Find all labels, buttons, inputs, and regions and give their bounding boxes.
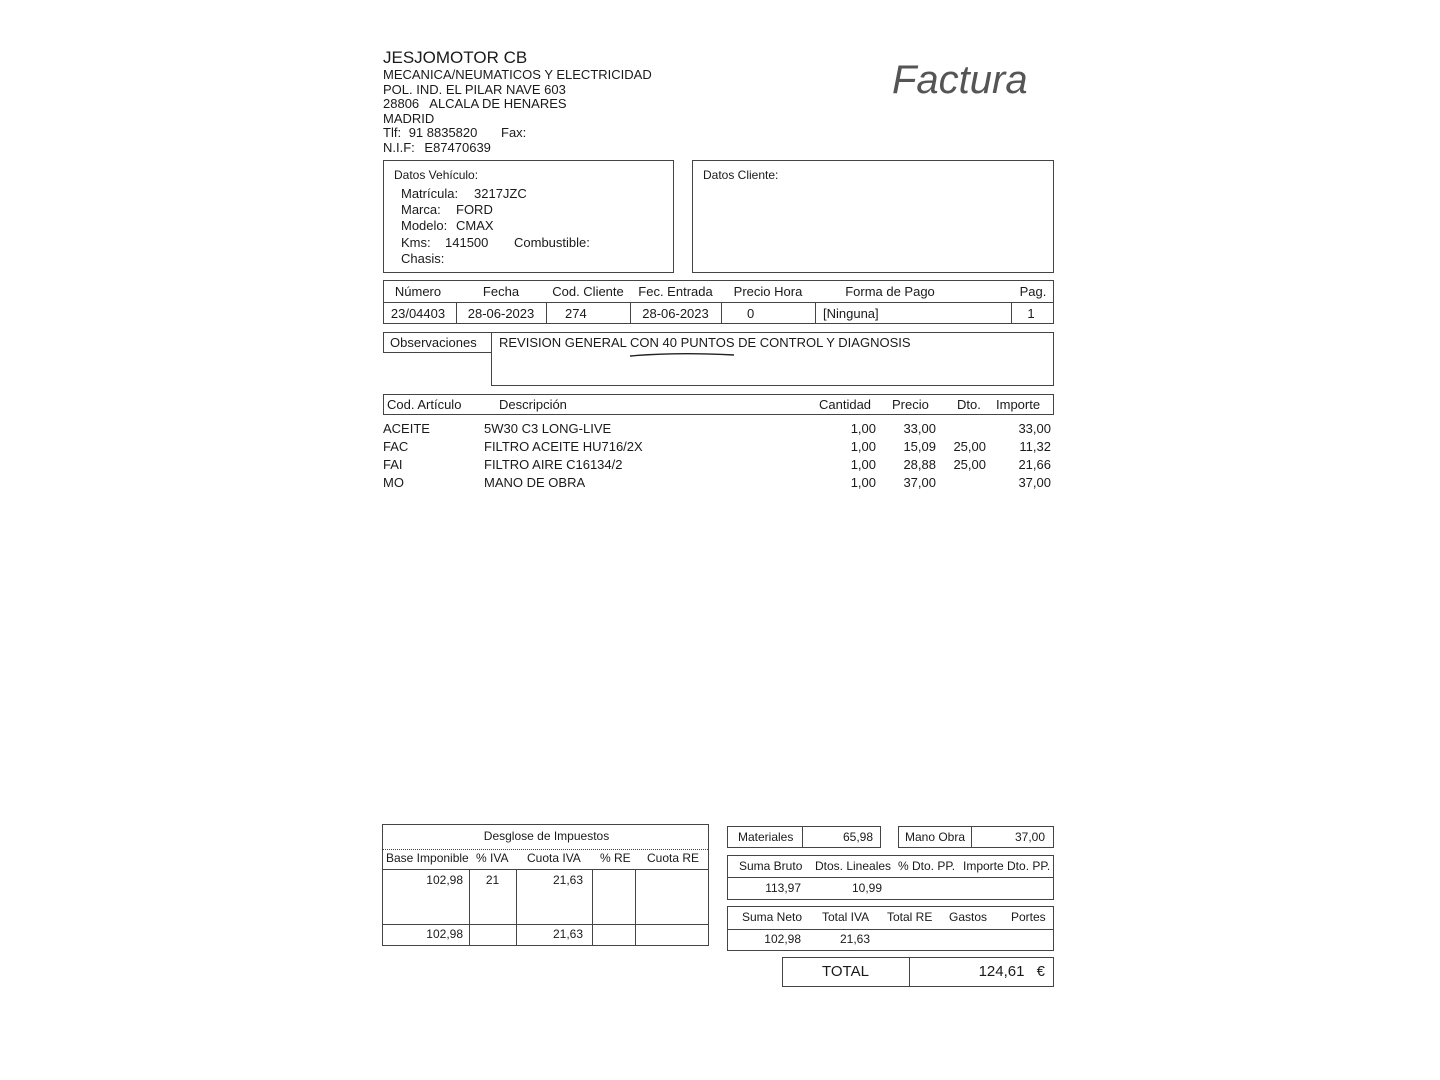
cod-cliente-value: 274 [565,306,587,321]
tax-base-total: 102,98 [426,927,463,941]
tax-col-base: Base Imponible [386,851,469,865]
company-name: JESJOMOTOR CB [383,48,528,67]
importe-dto-pp-label: Importe Dto. PP. [963,859,1051,873]
suma-bruto-label: Suma Bruto [739,859,803,873]
matricula-value: 3217JZC [474,186,527,201]
portes-label: Portes [1011,910,1046,924]
company-nif-row [383,141,652,156]
phone-value: 91 8835820 [408,125,478,141]
item-qty: 1,00 [850,439,876,454]
tax-col-cuota-re: Cuota RE [647,851,700,865]
item-qty: 1,00 [850,475,876,490]
tax-title-divider [383,849,708,850]
tax-cuota-iva-total: 21,63 [552,927,583,941]
table-row [383,475,1054,493]
items-col-dto: Dto. [957,397,981,412]
neto-box [727,906,1054,951]
table-row [383,421,1054,439]
total-iva-label: Total IVA [822,910,870,924]
item-code: FAC [383,439,409,454]
nif-label: N.I.F: [383,139,415,155]
total-box [782,957,1054,987]
total-iva-value: 21,63 [839,932,870,946]
tax-breakdown-title: Desglose de Impuestos [483,829,610,843]
company-block [383,48,652,156]
kms-value: 141500 [445,235,489,250]
item-qty: 1,00 [850,457,876,472]
suma-neto-value: 102,98 [764,932,801,946]
tax-col-line [635,924,636,946]
numero-value: 23/04403 [390,306,446,321]
item-amount: 11,32 [1019,439,1051,454]
bruto-divider [728,877,1053,878]
item-desc: MANO DE OBRA [484,475,586,490]
dtos-lineales-value: 10,99 [851,881,882,895]
tax-col-re: % RE [600,851,631,865]
tax-breakdown-box [382,824,709,946]
matricula-label: Matrícula: [401,186,459,201]
table-row [383,457,1054,475]
client-heading: Datos Cliente: [703,168,779,182]
item-desc: 5W30 C3 LONG-LIVE [484,421,612,436]
doc-title: Factura [892,58,1028,102]
item-amount: 37,00 [1018,475,1051,490]
observations-box [491,332,1054,386]
materiales-value: 65,98 [842,830,873,844]
marca-value: FORD [456,202,493,217]
gastos-label: Gastos [949,910,988,924]
company-province: MADRID [383,110,435,126]
items-header [383,394,1054,415]
item-code: FAI [383,457,403,472]
tax-col-cuota-iva: Cuota IVA [527,851,581,865]
forma-pago-value: [Ninguna] [823,306,879,321]
total-value-wrap [909,963,1045,980]
col-divider [546,302,547,323]
items-col-qty: Cantidad [819,397,872,412]
fecha-label: Fecha [482,284,520,299]
pag-label: Pag. [1019,284,1047,299]
tax-iva-value: 21 [485,873,500,887]
client-box [692,160,1054,273]
tax-col-line [469,924,470,946]
chasis-label: Chasis: [401,251,445,266]
modelo-label: Modelo: [401,218,448,233]
company-phone-row [383,126,652,141]
precio-hora-label: Precio Hora [733,284,803,299]
tax-col-iva: % IVA [476,851,509,865]
neto-divider [728,929,1053,930]
items-col-price: Precio [892,397,929,412]
fec-entrada-value: 28-06-2023 [642,306,709,321]
mano-obra-value: 37,00 [1014,830,1045,844]
table-row [383,439,1054,457]
forma-pago-label: Forma de Pago [845,284,935,299]
currency-symbol: € [1036,963,1045,980]
observations-label-box [383,332,492,353]
observations-text: REVISION GENERAL CON 40 PUNTOS DE CONTROL Y DIAGNOSIS [499,335,911,350]
items-col-amount: Importe [996,397,1041,412]
items-col-code: Cod. Artículo [387,397,462,412]
item-amount: 21,66 [1018,457,1051,472]
numero-label: Número [394,284,442,299]
dtos-lineales-label: Dtos. Lineales [815,859,892,873]
phone-label: Tlf: [383,125,402,141]
precio-hora-value: 0 [747,306,755,321]
mano-obra-label: Mano Obra [905,830,966,844]
col-divider [815,302,816,323]
item-dto: 25,00 [953,457,986,472]
nif-value: E87470639 [424,139,491,155]
items-col-desc: Descripción [499,397,567,412]
suma-bruto-value: 113,97 [765,881,801,895]
company-address: POL. IND. EL PILAR NAVE 603 [383,81,566,97]
tax-col-line [592,869,593,924]
modelo-value: CMAX [456,218,494,233]
total-value: 124,61 [978,963,1025,980]
tax-col-line [592,924,593,946]
fec-entrada-label: Fec. Entrada [638,284,713,299]
vehicle-box [383,160,674,273]
tax-cuota-iva-value: 21,63 [552,873,583,887]
fax-label: Fax: [501,125,527,141]
materiales-box [727,826,881,848]
item-price: 28,88 [903,457,936,472]
bruto-box [727,855,1054,900]
materiales-label: Materiales [738,830,794,844]
item-desc: FILTRO AIRE C16134/2 [484,457,623,472]
item-qty: 1,00 [850,421,876,436]
items-list [383,421,1054,501]
cod-cliente-label: Cod. Cliente [552,284,624,299]
combustible-label: Combustible: [514,235,590,250]
tax-total-divider [383,924,708,925]
item-code: MO [383,475,404,490]
item-price: 15,09 [903,439,936,454]
company-postal-city: 28806 ALCALA DE HENARES [383,96,567,112]
vehicle-heading: Datos Vehículo: [394,168,479,182]
handwritten-underline [628,350,738,360]
item-price: 37,00 [903,475,936,490]
kms-label: Kms: [401,235,431,250]
item-amount: 33,00 [1018,421,1051,436]
total-label: TOTAL [822,963,869,980]
marca-label: Marca: [401,202,441,217]
company-activity: MECANICA/NEUMATICOS Y ELECTRICIDAD [383,67,652,82]
item-dto: 25,00 [953,439,986,454]
item-price: 33,00 [903,421,936,436]
header-divider [384,302,1053,303]
pag-value: 1 [1027,306,1035,321]
observations-label: Observaciones [390,335,477,350]
mano-obra-box [898,826,1054,848]
total-re-label: Total RE [887,910,933,924]
tax-header-divider [383,869,708,870]
tax-base-value: 102,98 [426,873,463,887]
tax-col-line [635,869,636,924]
col-divider [721,302,722,323]
invoice-header-table [383,280,1054,324]
fecha-value: 28-06-2023 [467,306,535,321]
suma-neto-label: Suma Neto [742,910,803,924]
dto-pp-label: % Dto. PP. [898,859,956,873]
item-code: ACEITE [383,421,430,436]
item-desc: FILTRO ACEITE HU716/2X [484,439,643,454]
